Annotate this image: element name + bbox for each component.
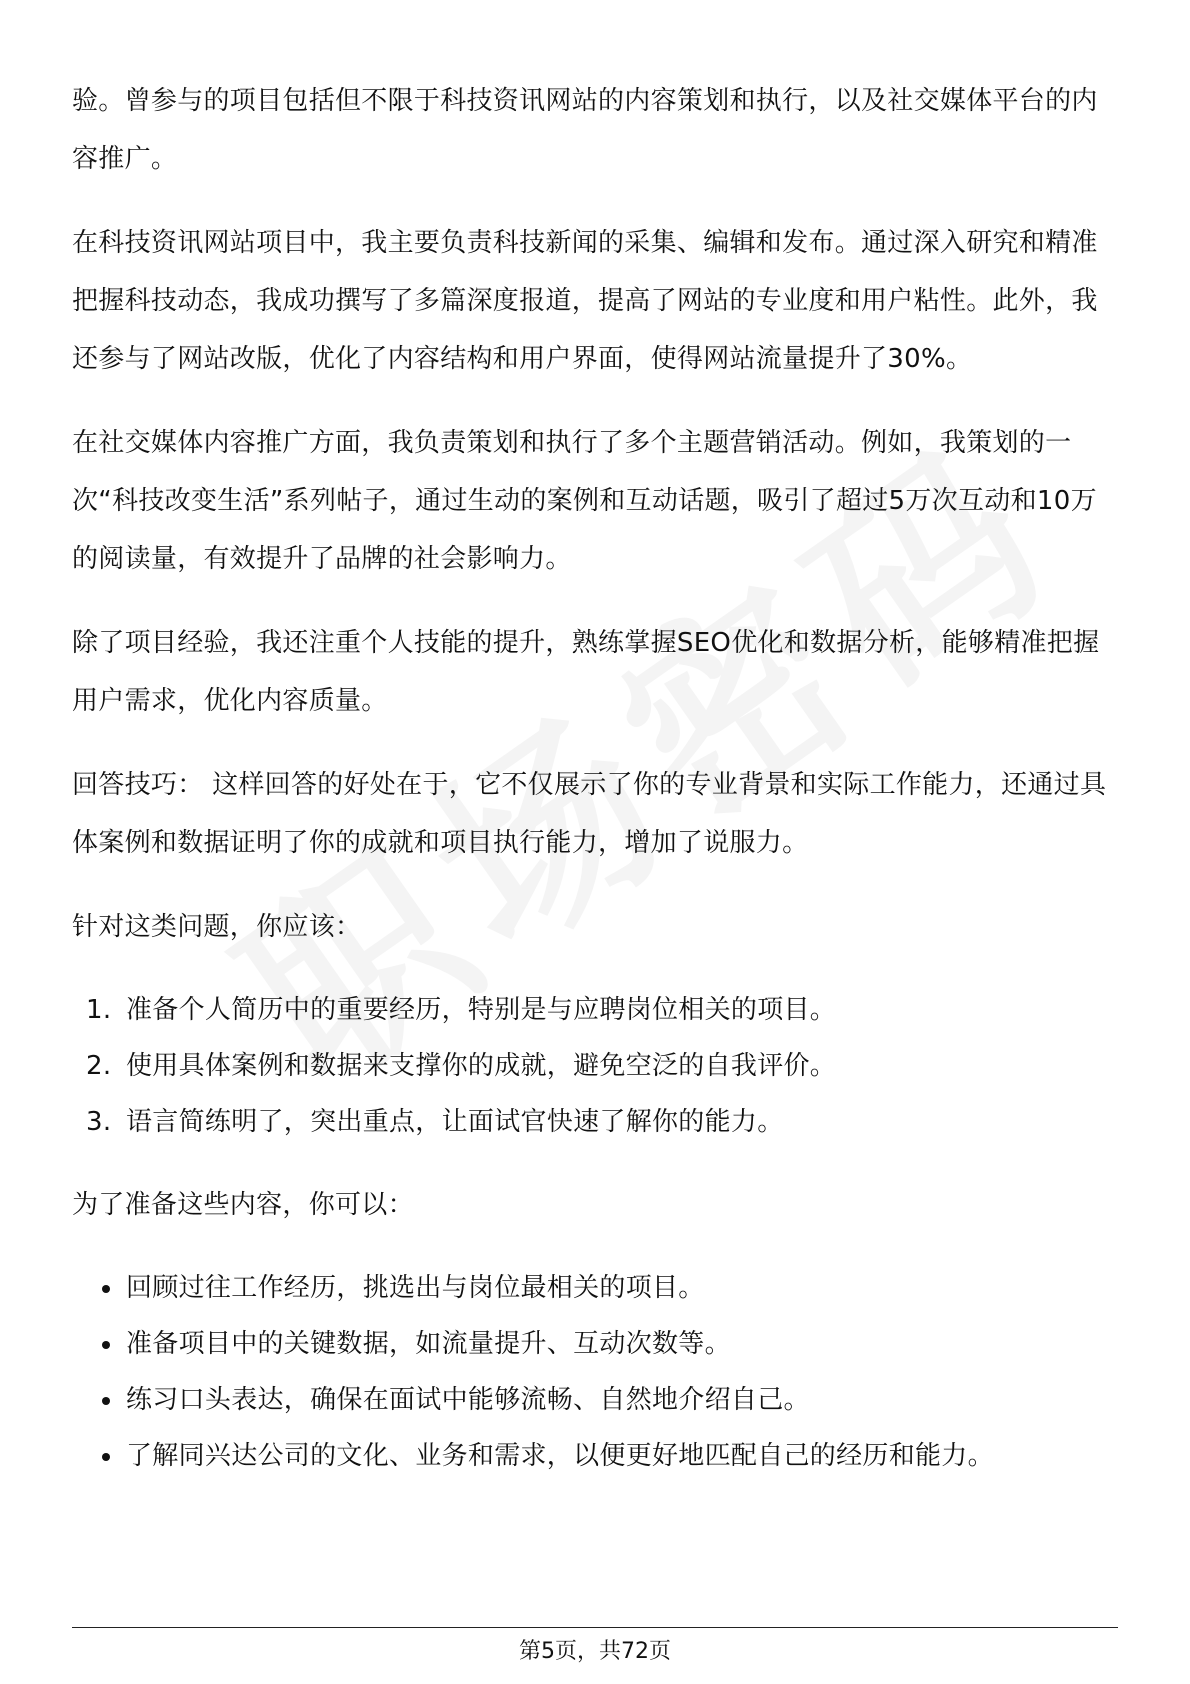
numbered-list [72,982,1118,1150]
paragraph-social-media-project: 在社交媒体内容推广方面，我负责策划和执行了多个主题营销活动。例如，我策划的一次“科技改变生活”系列帖子，通过生动的案例和互动话题，吸引了超过5万次互动和10万的阅读量，有效提升了品牌的社会影响力。 [72,428,1097,574]
list-number: 2. [86,1051,112,1081]
paragraph-what-to-do: 针对这类问题，你应该： [72,912,362,942]
list-item [72,1372,1118,1428]
bullet-icon [102,1453,110,1461]
list-item [72,1038,1118,1094]
list-item-text: 练习口头表达，确保在面试中能够流畅、自然地介绍自己。 [126,1385,810,1415]
list-item [72,1260,1118,1316]
list-item [72,1316,1118,1372]
paragraph-prep-intro: 为了准备这些内容，你可以： [72,1190,414,1220]
list-item-text: 语言简练明了，突出重点，让面试官快速了解你的能力。 [126,1107,784,1137]
list-item-text: 准备个人简历中的重要经历，特别是与应聘岗位相关的项目。 [126,995,837,1025]
list-item-text: 准备项目中的关键数据，如流量提升、互动次数等。 [126,1329,731,1359]
paragraph-answer-tips: 回答技巧： 这样回答的好处在于，它不仅展示了你的专业背景和实际工作能力，还通过具体案例和数据证明了你的成就和项目执行能力，增加了说服力。 [72,770,1107,858]
bullet-icon [102,1397,110,1405]
page-number: 第5页，共72页 [519,1639,671,1664]
paragraph-skills: 除了项目经验，我还注重个人技能的提升，熟练掌握SEO优化和数据分析，能够精准把握用户需求，优化内容质量。 [72,628,1100,716]
list-item [72,1094,1118,1150]
list-item-text: 了解同兴达公司的文化、业务和需求，以便更好地匹配自己的经历和能力。 [126,1441,994,1471]
document-content [72,72,1118,1510]
bullet-icon [102,1341,110,1349]
paragraph-tech-news-project: 在科技资讯网站项目中，我主要负责科技新闻的采集、编辑和发布。通过深入研究和精准把握科技动态，我成功撰写了多篇深度报道，提高了网站的专业度和用户粘性。此外，我还参与了网站改版，优化了内容结构和用户界面，使得网站流量提升了30%。 [72,228,1098,374]
list-number: 3. [86,1107,112,1137]
bullet-icon [102,1285,110,1293]
paragraph-project-intro: 验。曾参与的项目包括但不限于科技资讯网站的内容策划和执行，以及社交媒体平台的内容推广。 [72,86,1098,174]
list-item-text: 使用具体案例和数据来支撑你的成就，避免空泛的自我评价。 [126,1051,837,1081]
list-item [72,982,1118,1038]
list-item [72,1428,1118,1484]
bullet-list [72,1260,1118,1484]
list-number: 1. [86,995,112,1025]
list-item-text: 回顾过往工作经历，挑选出与岗位最相关的项目。 [126,1273,705,1303]
footer-divider [72,1627,1118,1628]
